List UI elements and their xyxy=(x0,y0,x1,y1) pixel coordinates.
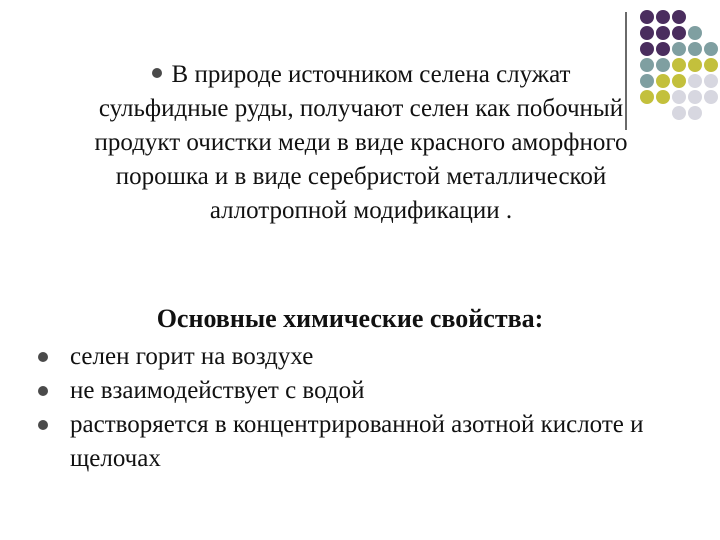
decorative-dot xyxy=(704,42,718,56)
decorative-dot xyxy=(656,10,670,24)
decorative-dot xyxy=(672,26,686,40)
decorative-dot xyxy=(688,26,702,40)
section-heading: Основные химические свойства: xyxy=(156,304,544,333)
list-item xyxy=(38,340,658,374)
decorative-dot xyxy=(640,58,654,72)
decorative-dot xyxy=(640,42,654,56)
list-item-text: селен горит на воздухе xyxy=(70,343,314,370)
decorative-dot xyxy=(672,10,686,24)
properties-list xyxy=(38,340,658,476)
bullet-icon xyxy=(38,420,48,430)
decorative-dot xyxy=(656,74,670,88)
decorative-dot xyxy=(688,58,702,72)
decorative-dot xyxy=(656,58,670,72)
intro-text: В природе источником селена служат сульфидные руды, получают селен как побочный продукт очистки меди в виде красного аморфного порошка и в виде серебристой металлической аллотропной модификации . xyxy=(94,61,628,224)
bullet-icon xyxy=(152,68,162,78)
decorative-dot xyxy=(640,10,654,24)
decorative-dot xyxy=(640,26,654,40)
list-item xyxy=(38,408,658,476)
decorative-dot xyxy=(688,90,702,104)
decorative-dot xyxy=(672,58,686,72)
intro-paragraph xyxy=(88,58,634,228)
decorative-dot xyxy=(672,42,686,56)
decorative-dot xyxy=(656,90,670,104)
decorative-dot xyxy=(704,74,718,88)
decorative-dot xyxy=(672,90,686,104)
bullet-icon xyxy=(38,386,48,396)
list-item-text: растворяется в концентрированной азотной кислоте и щелочах xyxy=(70,411,644,472)
decorative-dot xyxy=(672,74,686,88)
decorative-dot xyxy=(704,58,718,72)
decorative-dot xyxy=(688,106,702,120)
decorative-dot xyxy=(640,74,654,88)
decorative-dot xyxy=(688,74,702,88)
list-item xyxy=(38,374,658,408)
list-item-text: не взаимодействует с водой xyxy=(70,377,365,404)
decorative-dot xyxy=(672,106,686,120)
decorative-dot-grid xyxy=(638,8,720,118)
decorative-dot xyxy=(704,90,718,104)
decorative-dot xyxy=(688,42,702,56)
bullet-icon xyxy=(38,352,48,362)
decorative-dot xyxy=(656,42,670,56)
decorative-dot xyxy=(640,90,654,104)
decorative-dot xyxy=(656,26,670,40)
